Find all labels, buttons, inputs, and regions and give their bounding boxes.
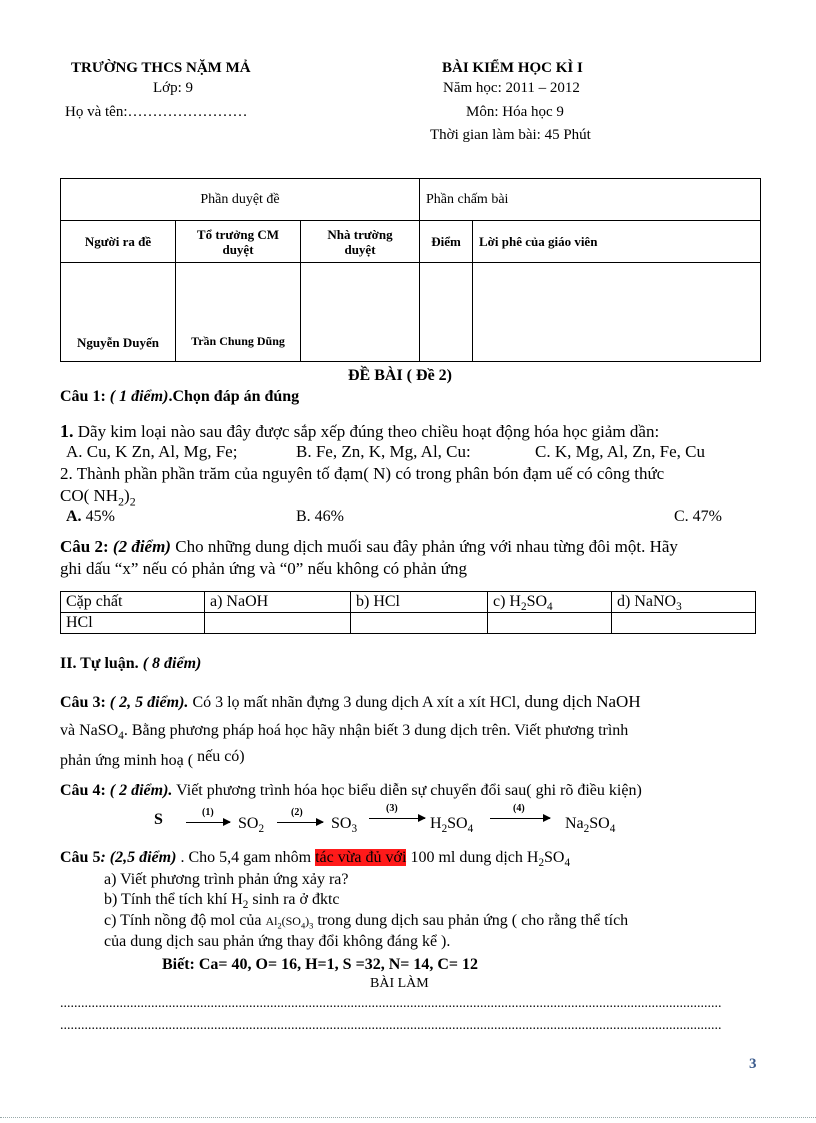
q1-item2-formula [60, 486, 136, 509]
formula-part: ) [124, 486, 130, 505]
q5-line1 [60, 849, 571, 870]
q5-part-b [104, 891, 340, 912]
page-number: 3 [749, 1056, 757, 1072]
q1-item1-number: 1. [60, 421, 74, 441]
q5-label: Câu 5 [60, 849, 101, 866]
formula-sub: 3 [309, 921, 314, 931]
approval-table [60, 178, 761, 362]
q5-part-c-cont: của dung dịch sau phản ứng thay đổi không đáng kể ). [104, 933, 451, 950]
q3-label: Câu 3: [60, 694, 106, 711]
formula-sub: 3 [351, 823, 358, 836]
chain-arrow-2 [277, 822, 323, 823]
q3-text2c: . Bằng phương pháp hoá học hãy nhận biết 3 dung dịch trên. Viết phương trình [123, 722, 629, 739]
leader-col-line1: Tổ trưởng CM [196, 226, 280, 242]
answer-line-2: ............................................................................................................................................................................................. [60, 1018, 722, 1033]
leader-col-header [176, 221, 301, 263]
table-cell-empty [488, 613, 612, 634]
q1-heading [60, 388, 299, 406]
table-header-h2so4 [488, 592, 612, 613]
q3-line1 [60, 692, 641, 712]
chain-arrow-4 [490, 818, 550, 819]
chain-step-3: (3) [386, 803, 398, 814]
q5-c-text1: c) Tính nồng độ mol của [104, 912, 266, 929]
table-cell-empty [351, 613, 488, 634]
q3-text3b: nếu có) [193, 748, 245, 765]
q1-instruction: .Chọn đáp án đúng [168, 388, 300, 405]
q5-text2: 100 ml dung dịch H [406, 849, 539, 866]
q5-points: : (2,5 điểm) [100, 849, 177, 866]
comment-col-header: Lời phê của giáo viên [473, 221, 761, 263]
table-row-hcl: HCl [61, 613, 205, 634]
table-header-nano3 [612, 592, 756, 613]
formula-sub: 2 [118, 494, 125, 509]
formula-part: (SO [281, 914, 301, 928]
cell-part: SO [526, 593, 548, 610]
q5-sub: 4 [564, 857, 571, 870]
q1-item1-option-a: A. Cu, K Zn, Al, Mg, Fe; [66, 442, 238, 461]
q1-item2-option-a [66, 508, 115, 526]
q3-points: ( 2, 5 điểm). [109, 694, 189, 711]
q2-label: Câu 2: [60, 537, 109, 556]
cell-sub: 3 [676, 601, 682, 614]
formula-part: SO [331, 815, 352, 832]
leader-name: Trần Chung Dũng [176, 263, 301, 362]
chain-so2 [238, 815, 265, 836]
leader-col-line2: duyệt [222, 241, 254, 257]
q5-b-sub: 2 [242, 899, 249, 912]
q1-item2-option-b: B. 46% [296, 508, 344, 525]
formula-sub: 2 [441, 823, 448, 836]
formula-part: ) [305, 914, 310, 928]
chain-step-1: (1) [202, 807, 214, 818]
q4-label: Câu 4: [60, 782, 106, 799]
table-cell-empty [612, 613, 756, 634]
chain-arrow-1 [186, 822, 230, 823]
cell-sub: 4 [547, 601, 553, 614]
q5-text1: . Cho 5,4 gam nhôm [176, 849, 316, 866]
formula-part: SO [238, 815, 259, 832]
table-header-hcl: b) HCl [351, 592, 488, 613]
q1-item1-text: Dãy kim loại nào sau đây được sắp xếp đúng theo chiều hoạt động hóa học giảm dần: [77, 422, 660, 441]
given-atomic-masses: Biết: Ca= 40, O= 16, H=1, S =32, N= 14, C= 12 [162, 956, 479, 973]
formula-part: Na [565, 815, 584, 832]
q3-text1b: dung dịch NaOH [520, 692, 641, 711]
formula-sub: 2 [129, 494, 136, 509]
answer-line-1: ............................................................................................................................................................................................. [60, 996, 722, 1011]
school-name: TRƯỜNG THCS NẶM MẢ [71, 60, 251, 76]
part2-points: ( 8 điểm) [142, 655, 202, 672]
chain-so3 [331, 815, 358, 836]
school-year: Năm học: 2011 – 2012 [443, 80, 580, 96]
grading-header: Phần chấm bài [420, 179, 761, 221]
chain-h2so4 [430, 815, 474, 836]
q5-c-formula [265, 914, 314, 931]
part2-heading [60, 655, 201, 673]
formula-sub: 2 [583, 823, 590, 836]
q1-points: ( 1 điểm) [109, 388, 169, 405]
q3-text1: Có 3 lọ mất nhãn đựng 3 dung dịch A xít a xít HCl, [188, 694, 521, 711]
cell-part: d) NaNO [617, 593, 677, 610]
name-field: Họ và tên:…………………… [65, 104, 248, 120]
q5-sub: 2 [538, 857, 545, 870]
school-col-header [301, 221, 420, 263]
q3-sub: 4 [118, 730, 124, 743]
q1-item1-option-b: B. Fe, Zn, K, Mg, Al, Cu: [296, 442, 471, 461]
formula-sub: 4 [467, 823, 474, 836]
subject-label: Môn: Hóa học 9 [466, 104, 564, 120]
exam-heading: ĐỀ BÀI ( Đề 2) [348, 367, 452, 384]
formula-sub: 2 [258, 823, 265, 836]
q2-text1: Cho những dung dịch muối sau đây phản ứng với nhau từng đôi một. Hãy [170, 537, 678, 556]
formula-part: SO [589, 815, 610, 832]
page-bottom-divider [0, 1117, 816, 1118]
time-label: Thời gian làm bài: 45 Phút [430, 127, 591, 143]
option-letter: A. [66, 508, 82, 525]
school-col-line2: duyệt [344, 241, 376, 257]
exam-title: BÀI KIỂM HỌC KÌ I [442, 60, 583, 76]
q3-line2 [60, 722, 629, 743]
chain-step-2: (2) [291, 807, 303, 818]
q3-text3a: phản ứng minh hoạ ( [60, 752, 194, 769]
q5-c-text2: trong dung dịch sau phản ứng ( cho rằng thể tích [313, 912, 629, 929]
q4-line [60, 782, 642, 800]
q5-highlight: tác vừa đủ với [315, 849, 407, 866]
table-header-pair: Cặp chất [61, 592, 205, 613]
formula-part: Al [265, 914, 278, 928]
q3-text2a: và NaSO [60, 722, 119, 739]
table-header-naoh: a) NaOH [205, 592, 351, 613]
school-col-line1: Nhà trường [327, 226, 393, 242]
q5-b-text2: sinh ra ở đktc [248, 891, 340, 908]
q1-item2-text: 2. Thành phần phần trăm của nguyên tố đạm( N) có trong phân bón đạm uế có công thức [60, 464, 665, 483]
q5-b-text1: b) Tính thể tích khí H [104, 891, 243, 908]
answer-title: BÀI LÀM [370, 976, 429, 991]
q5-part-a: a) Viết phương trình phản ứng xảy ra? [104, 871, 349, 888]
q5-text2b: SO [544, 849, 565, 866]
school-sign-cell [301, 263, 420, 362]
formula-sub: 2 [277, 921, 282, 931]
q1-item2-option-c: C. 47% [674, 508, 722, 525]
formula-sub: 4 [609, 823, 616, 836]
q2-line2: ghi dấu “x” nếu có phản ứng và “0” nếu không có phản ứng [60, 559, 467, 578]
q2-points: (2 điểm) [112, 537, 171, 556]
chain-step-4: (4) [513, 803, 525, 814]
q2-line1 [60, 537, 678, 557]
formula-part: CO( NH [60, 486, 119, 505]
class-label: Lớp: 9 [153, 80, 194, 96]
option-value: 45% [81, 508, 115, 525]
comment-cell [473, 263, 761, 362]
q4-text: Viết phương trình hóa học biểu diễn sự chuyển đổi sau( ghi rõ điều kiện) [172, 782, 642, 799]
q3-line3 [60, 748, 245, 770]
score-col-header: Điểm [420, 221, 473, 263]
reaction-table [60, 591, 756, 634]
q4-points: ( 2 điểm). [109, 782, 173, 799]
cell-sub: 2 [520, 601, 527, 614]
q1-label: Câu 1: [60, 388, 106, 405]
chain-arrow-3 [369, 818, 425, 819]
review-header: Phần duyệt đề [61, 179, 420, 221]
author-name: Nguyễn Duyến [61, 263, 176, 362]
q1-item1-option-c: C. K, Mg, Al, Zn, Fe, Cu [535, 442, 706, 461]
formula-part: SO [447, 815, 468, 832]
formula-sub: 4 [300, 921, 306, 931]
table-cell-empty [205, 613, 351, 634]
author-col-header: Người ra đề [61, 221, 176, 263]
part2-label: II. Tự luận. [60, 655, 139, 672]
chain-s: S [154, 811, 163, 828]
formula-part: H [430, 815, 442, 832]
cell-part: c) H [493, 593, 521, 610]
chain-na2so4 [565, 815, 616, 836]
q1-item1 [60, 421, 659, 442]
score-cell [420, 263, 473, 362]
q5-part-c [104, 912, 628, 930]
